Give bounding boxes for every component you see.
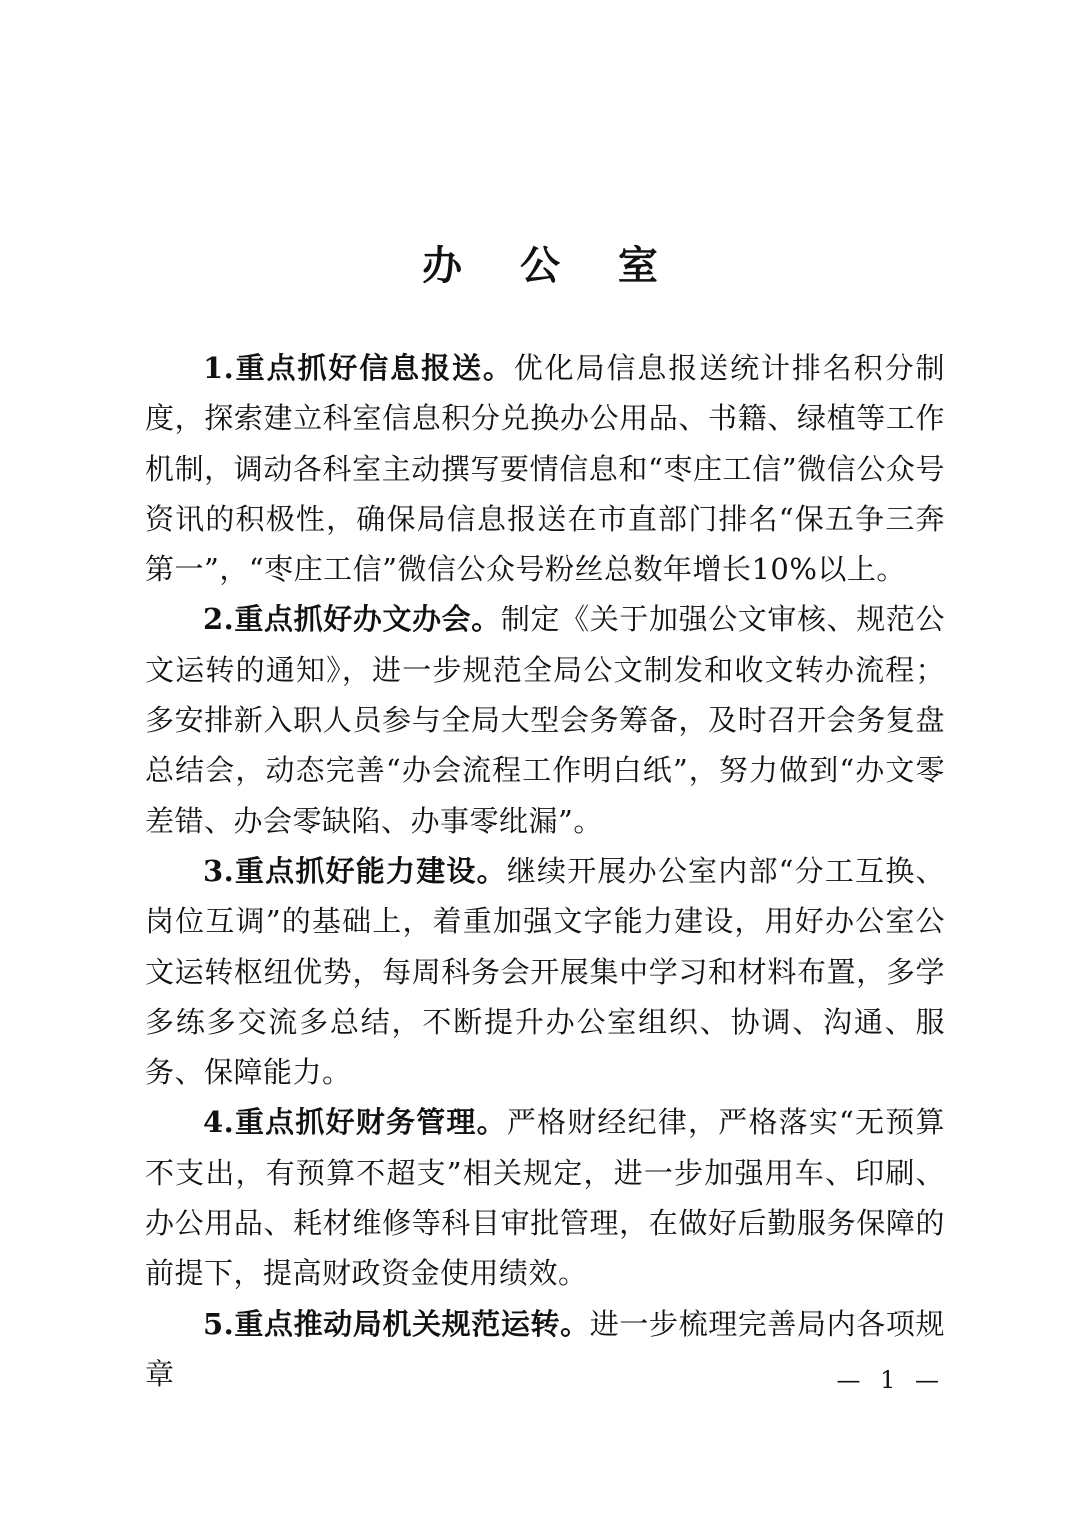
- paragraph-2-text: 制定《关于加强公文审核、规范公文运转的通知》，进一步规范全局公文制发和收文转办流程；多安排新入职人员参与全局大型会务筹备，及时召开会务复盘总结会，动态完善“办会流程工作明白纸”，努力做到“办文零差错、办会零缺陷、办事零纰漏”。: [145, 602, 945, 838]
- paragraph-3: [145, 846, 945, 1097]
- paragraph-5-text: 进一步梳理完善局内各项规章: [145, 1306, 945, 1391]
- document-body: [145, 343, 945, 1399]
- paragraph-4: [145, 1097, 945, 1298]
- paragraph-1: [145, 343, 945, 594]
- page-number: — 1 —: [836, 1366, 945, 1394]
- paragraph-4-text: 严格财经纪律，严格落实“无预算不支出，有预算不超支”相关规定，进一步加强用车、印刷、办公用品、耗材维修等科目审批管理，在做好后勤服务保障的前提下，提高财政资金使用绩效。: [145, 1105, 945, 1291]
- paragraph-1-text: 优化局信息报送统计排名积分制度，探索建立科室信息积分兑换办公用品、书籍、绿植等工作机制，调动各科室主动撰写要情信息和“枣庄工信”微信公众号资讯的积极性，确保局信息报送在市直部门排名“保五争三奔第一”，“枣庄工信”微信公众号粉丝总数年增长10%以上。: [145, 351, 945, 587]
- page-title: 办 公 室: [422, 242, 680, 289]
- paragraph-3-heading: 3.重点抓好能力建设。: [203, 853, 507, 888]
- paragraph-5: [145, 1299, 945, 1400]
- paragraph-4-heading: 4.重点抓好财务管理。: [203, 1105, 507, 1140]
- paragraph-1-heading: 1.重点抓好信息报送。: [203, 351, 514, 385]
- paragraph-2: [145, 594, 945, 845]
- paragraph-2-heading: 2.重点抓好办文办会。: [203, 602, 501, 637]
- paragraph-3-text: 继续开展办公室内部“分工互换、岗位互调”的基础上，着重加强文字能力建设，用好办公室公文运转枢纽优势，每周科务会开展集中学习和材料布置，多学多练多交流多总结，不断提升办公室组织、协调、沟通、服务、保障能力。: [145, 853, 945, 1090]
- paragraph-5-heading: 5.重点推动局机关规范运转。: [203, 1306, 590, 1341]
